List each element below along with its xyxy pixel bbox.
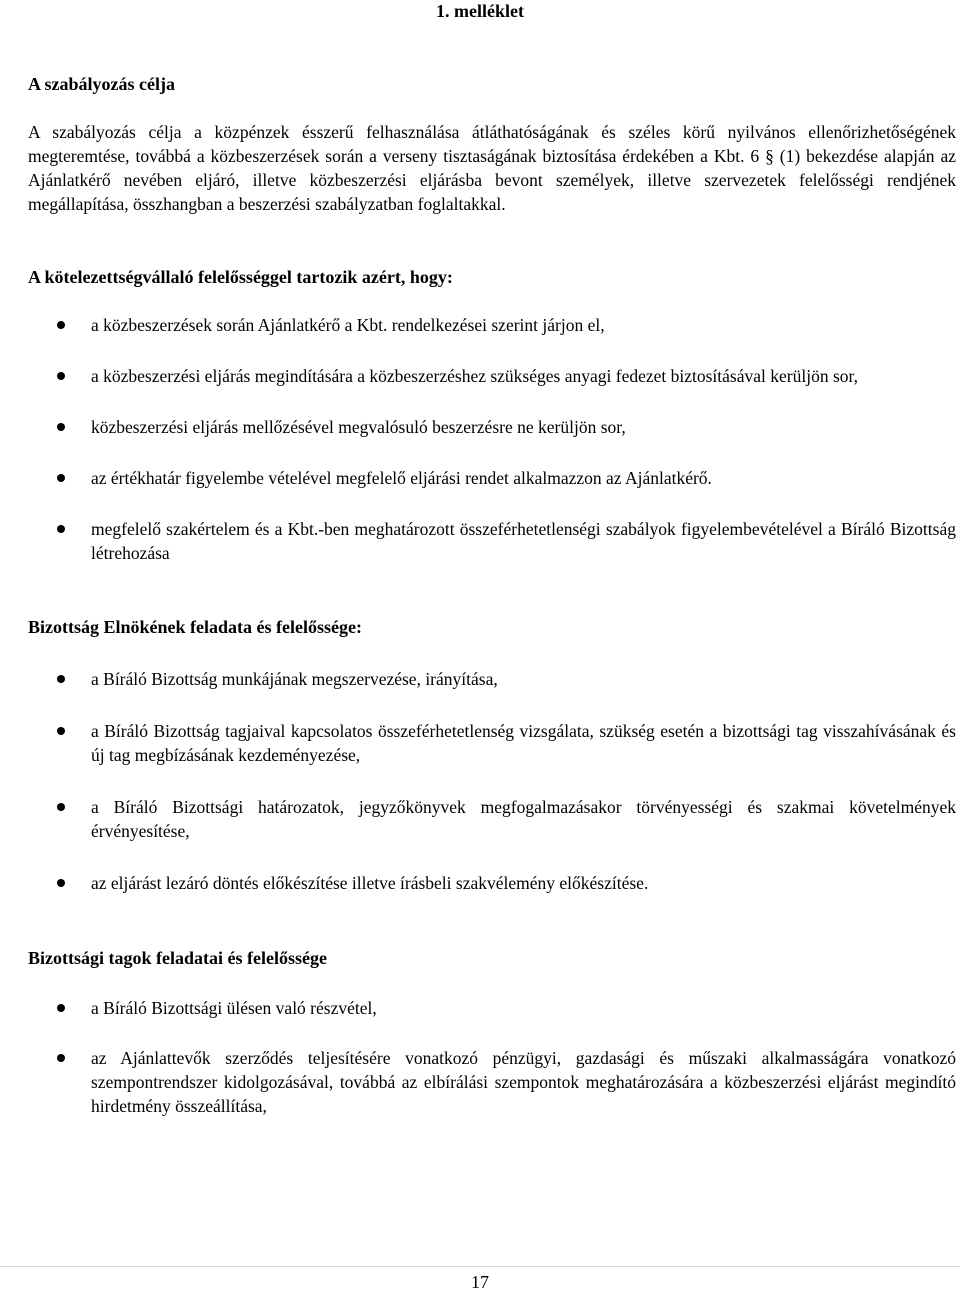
list-item: megfelelő szakértelem és a Kbt.-ben meghatározott összeférhetetlenségi szabályok figyelembevételével a Bíráló Bizottság létrehozása [28,517,956,565]
bullet-icon [57,1054,65,1062]
bullet-icon [57,321,65,329]
bullet-icon [57,372,65,380]
bullet-icon [57,525,65,533]
list-item: a Bíráló Bizottság munkájának megszervezése, irányítása, [28,667,956,691]
bullet-icon [57,474,65,482]
footer-divider [0,1266,960,1267]
list-item: a Bíráló Bizottsági ülésen való részvétel, [28,996,956,1020]
section-heading-obligations: A kötelezettségvállaló felelősséggel tartozik azért, hogy: [28,267,453,287]
section-heading-members: Bizottsági tagok feladatai és felelőssége [28,948,327,968]
bullet-icon [57,727,65,735]
list-item: az eljárást lezáró döntés előkészítése illetve írásbeli szakvélemény előkészítése. [28,871,956,895]
obligations-list [28,313,956,565]
page-header-title: 1. melléklet [436,1,524,21]
list-item: közbeszerzési eljárás mellőzésével megvalósuló beszerzésre ne kerüljön sor, [28,415,956,439]
bullet-icon [57,675,65,683]
section-heading-purpose: A szabályozás célja [28,74,175,94]
section-heading-chair: Bizottság Elnökének feladata és felelőssége: [28,617,362,637]
bullet-icon [57,879,65,887]
list-item: a közbeszerzési eljárás megindítására a közbeszerzéshez szükséges anyagi fedezet biztosításával kerüljön sor, [28,364,956,388]
list-item: a Bíráló Bizottság tagjaival kapcsolatos összeférhetetlenség vizsgálata, szükség esetén a bizottsági tag visszahívásának és új tag megbízásának kezdeményezése, [28,719,956,767]
member-duties-list [28,996,956,1118]
bullet-icon [57,803,65,811]
list-item: a Bíráló Bizottsági határozatok, jegyzőkönyvek megfogalmazásakor törvényességi és szakmai követelmények érvényesítése, [28,795,956,843]
list-item: az értékhatár figyelembe vételével megfelelő eljárási rendet alkalmazzon az Ajánlatkérő. [28,466,956,490]
purpose-paragraph: A szabályozás célja a közpénzek ésszerű felhasználása átláthatóságának és széles körű nyilvános ellenőrizhetőségének megteremtése, továbbá a közbeszerzések során a verseny tisztaságának biztosítása érdekében a Kbt. 6 § (1) bekezdése alapján az Ajánlatkérő nevében eljáró, illetve közbeszerzési eljárásba bevont személyek, illetve szervezetek felelősségi rendjének megállapítása, összhangban a beszerzési szabályzatban foglaltakkal. [28,122,956,214]
list-item: a közbeszerzések során Ajánlatkérő a Kbt. rendelkezései szerint járjon el, [28,313,956,337]
bullet-icon [57,1004,65,1012]
list-item: az Ajánlattevők szerződés teljesítésére vonatkozó pénzügyi, gazdasági és műszaki alkalmasságára vonatkozó szempontrendszer kidolgozásával, továbbá az elbírálási szempontok meghatározására a közbeszerzési eljárást megindító hirdetmény összeállítása, [28,1046,956,1118]
page-number: 17 [471,1272,489,1292]
chair-duties-list [28,667,956,895]
document-body [28,72,956,1118]
bullet-icon [57,423,65,431]
